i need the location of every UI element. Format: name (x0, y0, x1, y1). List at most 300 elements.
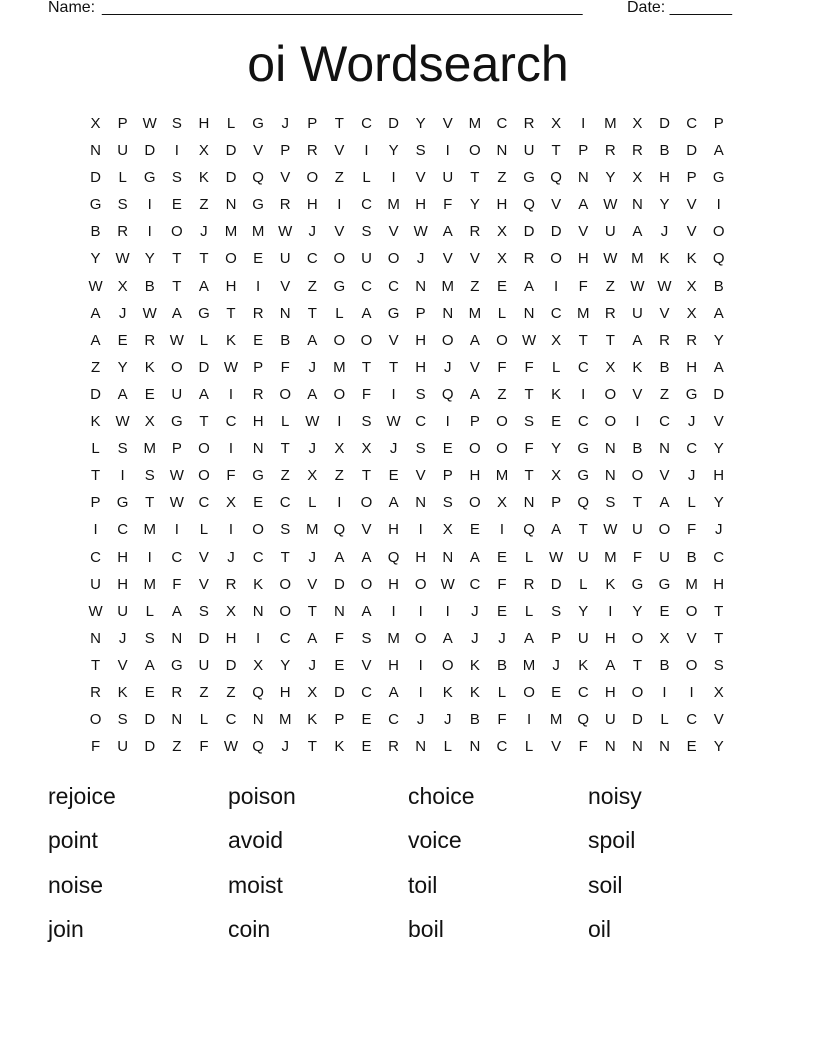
grid-letter[interactable]: I (418, 656, 423, 674)
grid-letter[interactable]: E (469, 521, 480, 539)
grid-letter[interactable]: F (280, 358, 290, 376)
grid-letter[interactable]: P (686, 169, 697, 187)
grid-letter[interactable]: T (714, 629, 724, 647)
grid-letter[interactable]: M (143, 440, 156, 458)
grid-letter[interactable]: P (117, 115, 128, 132)
grid-letter[interactable]: P (253, 358, 264, 376)
grid-letter[interactable]: E (496, 602, 507, 620)
grid-letter[interactable]: V (280, 277, 291, 295)
grid-letter[interactable]: T (90, 467, 101, 485)
grid-letter[interactable]: O (360, 575, 373, 593)
grid-letter[interactable]: O (279, 602, 292, 620)
grid-letter[interactable]: T (361, 358, 372, 376)
grid-letter[interactable]: L (199, 521, 209, 539)
grid-letter[interactable]: K (90, 413, 101, 431)
grid-letter[interactable]: O (685, 602, 698, 620)
grid-letter[interactable]: J (308, 656, 317, 674)
grid-letter[interactable]: M (224, 223, 238, 241)
grid-letter[interactable]: A (198, 277, 209, 295)
grid-letter[interactable]: Z (90, 358, 101, 376)
grid-letter[interactable]: S (524, 413, 535, 431)
grid-letter[interactable]: Q (387, 548, 400, 566)
grid-letter[interactable]: O (604, 385, 617, 403)
grid-letter[interactable]: N (496, 142, 508, 160)
grid-letter[interactable]: U (198, 656, 210, 674)
grid-letter[interactable]: V (307, 575, 318, 593)
grid-letter[interactable]: A (307, 331, 318, 349)
grid-letter[interactable]: O (441, 656, 454, 674)
grid-letter[interactable]: N (604, 440, 616, 458)
grid-letter[interactable]: F (90, 738, 101, 756)
grid-letter[interactable]: J (687, 467, 696, 485)
grid-letter[interactable]: C (686, 115, 698, 132)
grid-letter[interactable]: N (604, 467, 616, 485)
grid-letter[interactable]: I (256, 629, 261, 647)
grid-letter[interactable]: U (632, 304, 643, 322)
grid-letter[interactable]: T (280, 548, 290, 566)
grid-letter[interactable]: O (198, 440, 210, 458)
grid-letter[interactable]: I (662, 683, 667, 701)
grid-letter[interactable]: I (93, 521, 98, 539)
grid-letter[interactable]: V (551, 196, 562, 214)
grid-letter[interactable]: T (388, 358, 399, 376)
grid-letter[interactable]: C (198, 494, 210, 512)
grid-letter[interactable]: N (171, 629, 183, 647)
grid-letter[interactable]: Q (252, 169, 264, 187)
grid-letter[interactable]: A (659, 494, 670, 512)
grid-letter[interactable]: O (685, 656, 698, 674)
grid-letter[interactable]: N (279, 304, 291, 322)
grid-letter[interactable]: A (388, 683, 399, 701)
grid-letter[interactable]: N (252, 711, 264, 729)
grid-letter[interactable]: K (226, 331, 237, 349)
grid-letter[interactable]: F (334, 629, 344, 647)
grid-letter[interactable]: A (307, 385, 318, 403)
grid-letter[interactable]: P (551, 629, 562, 647)
grid-letter[interactable]: S (171, 169, 182, 187)
grid-letter[interactable]: N (252, 602, 264, 620)
grid-letter[interactable]: K (307, 711, 318, 729)
grid-letter[interactable]: A (90, 331, 101, 349)
grid-letter[interactable]: J (444, 711, 452, 729)
grid-letter[interactable]: T (524, 467, 534, 485)
grid-letter[interactable]: Z (172, 738, 182, 756)
grid-letter[interactable]: W (88, 277, 103, 295)
grid-letter[interactable]: J (308, 548, 317, 566)
grid-letter[interactable]: Q (712, 250, 725, 268)
grid-letter[interactable]: V (686, 196, 697, 214)
grid-letter[interactable]: E (334, 656, 345, 674)
grid-letter[interactable]: C (496, 115, 508, 132)
grid-letter[interactable]: A (578, 196, 589, 214)
grid-letter[interactable]: S (361, 223, 372, 241)
grid-letter[interactable]: M (604, 115, 617, 132)
grid-letter[interactable]: A (117, 385, 128, 403)
grid-letter[interactable]: M (333, 358, 346, 376)
grid-letter[interactable]: H (117, 575, 129, 593)
grid-letter[interactable]: H (604, 683, 616, 701)
grid-letter[interactable]: A (469, 385, 480, 403)
grid-letter[interactable]: L (199, 711, 209, 729)
grid-letter[interactable]: C (279, 494, 291, 512)
grid-letter[interactable]: E (551, 683, 562, 701)
grid-letter[interactable]: Y (144, 250, 155, 268)
grid-letter[interactable]: G (333, 277, 346, 295)
grid-letter[interactable]: A (144, 656, 155, 674)
grid-letter[interactable]: W (142, 304, 157, 322)
grid-letter[interactable]: G (170, 413, 183, 431)
grid-letter[interactable]: T (172, 277, 182, 295)
grid-letter[interactable]: P (90, 494, 101, 512)
grid-letter[interactable]: F (497, 711, 507, 729)
grid-letter[interactable]: A (307, 629, 318, 647)
grid-letter[interactable]: N (442, 548, 454, 566)
grid-letter[interactable]: X (713, 683, 724, 701)
grid-letter[interactable]: B (632, 440, 643, 458)
grid-letter[interactable]: X (144, 413, 155, 431)
grid-letter[interactable]: F (524, 358, 534, 376)
grid-letter[interactable]: C (550, 304, 562, 322)
grid-letter[interactable]: C (117, 521, 129, 539)
grid-letter[interactable]: R (604, 142, 616, 160)
grid-letter[interactable]: O (712, 223, 725, 241)
grid-letter[interactable]: L (145, 602, 154, 620)
grid-letter[interactable]: L (226, 115, 236, 132)
grid-letter[interactable]: K (605, 575, 616, 593)
grid-letter[interactable]: O (631, 683, 644, 701)
grid-letter[interactable]: E (253, 250, 264, 268)
grid-letter[interactable]: Z (497, 169, 507, 187)
grid-letter[interactable]: S (415, 440, 426, 458)
grid-letter[interactable]: V (361, 656, 372, 674)
grid-letter[interactable]: Y (117, 358, 128, 376)
grid-letter[interactable]: L (281, 413, 290, 431)
grid-letter[interactable]: M (387, 196, 400, 214)
grid-letter[interactable]: O (279, 385, 292, 403)
grid-letter[interactable]: I (418, 521, 423, 539)
grid-letter[interactable]: J (444, 358, 452, 376)
grid-letter[interactable]: M (576, 304, 590, 322)
grid-letter[interactable]: R (604, 304, 616, 322)
grid-letter[interactable]: K (632, 358, 643, 376)
grid-letter[interactable]: L (524, 602, 534, 620)
grid-letter[interactable]: V (442, 115, 453, 132)
grid-letter[interactable]: O (198, 467, 210, 485)
grid-letter[interactable]: A (632, 223, 643, 241)
grid-letter[interactable]: B (90, 223, 101, 241)
grid-letter[interactable]: G (658, 575, 671, 593)
grid-letter[interactable]: X (90, 115, 101, 132)
grid-letter[interactable]: I (391, 385, 396, 403)
grid-letter[interactable]: N (252, 440, 264, 458)
grid-letter[interactable]: S (280, 521, 291, 539)
grid-letter[interactable]: A (469, 548, 480, 566)
grid-letter[interactable]: Z (280, 467, 290, 485)
grid-letter[interactable]: E (117, 331, 128, 349)
grid-letter[interactable]: M (631, 250, 644, 268)
grid-letter[interactable]: J (687, 413, 696, 431)
grid-letter[interactable]: R (388, 738, 399, 756)
grid-letter[interactable]: Y (578, 602, 589, 620)
grid-letter[interactable]: O (496, 440, 508, 458)
grid-letter[interactable]: V (388, 331, 399, 349)
grid-letter[interactable]: G (252, 467, 264, 485)
grid-letter[interactable]: G (252, 196, 264, 214)
grid-letter[interactable]: W (169, 494, 184, 512)
grid-letter[interactable]: C (577, 413, 589, 431)
grid-letter[interactable]: I (689, 683, 694, 701)
grid-letter[interactable]: S (198, 602, 209, 620)
grid-letter[interactable]: W (223, 738, 239, 756)
grid-letter[interactable]: T (307, 602, 317, 620)
grid-letter[interactable]: X (605, 358, 616, 376)
grid-letter[interactable]: C (686, 440, 698, 458)
grid-letter[interactable]: F (497, 575, 507, 593)
grid-letter[interactable]: O (360, 494, 373, 512)
grid-letter[interactable]: V (469, 358, 480, 376)
grid-letter[interactable]: N (632, 738, 643, 756)
grid-letter[interactable]: R (117, 223, 129, 241)
grid-letter[interactable]: H (279, 683, 291, 701)
grid-letter[interactable]: I (147, 196, 152, 214)
grid-letter[interactable]: O (333, 385, 346, 403)
grid-letter[interactable]: C (225, 413, 237, 431)
grid-letter[interactable]: Y (605, 169, 616, 187)
grid-letter[interactable]: W (386, 413, 401, 431)
grid-letter[interactable]: T (307, 304, 317, 322)
grid-letter[interactable]: R (523, 115, 535, 132)
date-blank[interactable]: _______ (669, 0, 732, 16)
grid-letter[interactable]: X (551, 115, 562, 132)
grid-letter[interactable]: P (469, 413, 480, 431)
grid-letter[interactable]: W (630, 277, 645, 295)
grid-letter[interactable]: G (143, 169, 156, 187)
grid-letter[interactable]: V (334, 142, 345, 160)
grid-letter[interactable]: C (361, 683, 372, 701)
grid-letter[interactable]: F (578, 277, 588, 295)
grid-letter[interactable]: D (90, 169, 101, 187)
grid-letter[interactable]: J (416, 250, 425, 268)
grid-letter[interactable]: T (361, 467, 372, 485)
grid-letter[interactable]: C (577, 683, 589, 701)
grid-letter[interactable]: U (279, 250, 291, 268)
grid-letter[interactable]: U (632, 521, 643, 539)
grid-letter[interactable]: K (578, 656, 589, 674)
grid-letter[interactable]: X (361, 440, 372, 458)
grid-letter[interactable]: G (89, 196, 102, 214)
grid-letter[interactable]: H (604, 629, 616, 647)
grid-letter[interactable]: L (91, 440, 100, 458)
grid-letter[interactable]: K (198, 169, 209, 187)
grid-letter[interactable]: G (252, 115, 264, 132)
grid-letter[interactable]: M (522, 656, 536, 674)
grid-letter[interactable]: N (90, 142, 101, 160)
grid-letter[interactable]: V (686, 223, 697, 241)
grid-letter[interactable]: N (632, 196, 643, 214)
grid-letter[interactable]: V (388, 223, 399, 241)
grid-letter[interactable]: V (361, 521, 372, 539)
grid-letter[interactable]: D (225, 142, 237, 160)
grid-letter[interactable]: C (361, 277, 372, 295)
grid-letter[interactable]: D (144, 711, 156, 729)
grid-letter[interactable]: I (581, 115, 586, 132)
grid-letter[interactable]: B (280, 331, 291, 349)
grid-letter[interactable]: I (499, 521, 505, 539)
grid-letter[interactable]: R (90, 683, 101, 701)
grid-letter[interactable]: G (685, 385, 698, 403)
grid-letter[interactable]: Q (550, 169, 562, 187)
grid-letter[interactable]: N (333, 602, 345, 620)
grid-letter[interactable]: Y (713, 440, 724, 458)
grid-letter[interactable]: O (604, 413, 617, 431)
grid-letter[interactable]: U (604, 711, 616, 729)
grid-letter[interactable]: W (603, 521, 618, 539)
grid-letter[interactable]: P (171, 440, 182, 458)
grid-letter[interactable]: I (147, 548, 152, 566)
grid-letter[interactable]: U (117, 738, 129, 756)
grid-letter[interactable]: N (415, 494, 427, 512)
grid-letter[interactable]: H (225, 277, 237, 295)
grid-letter[interactable]: M (306, 521, 319, 539)
grid-letter[interactable]: E (253, 494, 264, 512)
grid-letter[interactable]: I (228, 440, 234, 458)
grid-letter[interactable]: A (713, 304, 724, 322)
grid-letter[interactable]: D (225, 656, 237, 674)
grid-letter[interactable]: R (523, 575, 535, 593)
grid-letter[interactable]: M (143, 575, 156, 593)
grid-letter[interactable]: W (603, 250, 618, 268)
grid-letter[interactable]: S (171, 115, 182, 132)
grid-letter[interactable]: V (334, 223, 345, 241)
grid-letter[interactable]: H (713, 575, 725, 593)
grid-letter[interactable]: G (577, 467, 590, 485)
grid-letter[interactable]: L (199, 331, 209, 349)
grid-letter[interactable]: N (225, 196, 237, 214)
grid-letter[interactable]: K (659, 250, 670, 268)
grid-letter[interactable]: C (577, 358, 589, 376)
grid-letter[interactable]: G (170, 656, 183, 674)
grid-letter[interactable]: J (308, 223, 317, 241)
grid-letter[interactable]: K (686, 250, 697, 268)
grid-letter[interactable]: J (200, 223, 208, 241)
grid-letter[interactable]: H (388, 656, 399, 674)
grid-letter[interactable]: Q (252, 738, 264, 756)
grid-letter[interactable]: J (118, 629, 127, 647)
grid-letter[interactable]: Z (470, 277, 480, 295)
grid-letter[interactable]: S (117, 711, 128, 729)
grid-letter[interactable]: N (577, 169, 589, 187)
grid-letter[interactable]: K (253, 575, 264, 593)
grid-letter[interactable]: I (337, 413, 342, 431)
grid-letter[interactable]: S (144, 629, 155, 647)
grid-letter[interactable]: I (337, 196, 342, 214)
grid-letter[interactable]: M (468, 115, 482, 132)
grid-letter[interactable]: W (413, 223, 428, 241)
grid-letter[interactable]: D (686, 142, 698, 160)
grid-letter[interactable]: D (144, 738, 156, 756)
grid-letter[interactable]: Y (90, 250, 101, 268)
grid-letter[interactable]: W (521, 331, 537, 349)
grid-letter[interactable]: J (416, 711, 425, 729)
grid-letter[interactable]: U (361, 250, 372, 268)
grid-letter[interactable]: Z (497, 385, 507, 403)
grid-letter[interactable]: X (686, 304, 697, 322)
grid-letter[interactable]: A (90, 304, 101, 322)
grid-letter[interactable]: J (660, 223, 669, 241)
grid-letter[interactable]: W (115, 413, 130, 431)
grid-letter[interactable]: F (632, 548, 642, 566)
grid-letter[interactable]: A (388, 494, 399, 512)
grid-letter[interactable]: O (469, 142, 481, 160)
grid-letter[interactable]: V (198, 548, 209, 566)
grid-letter[interactable]: N (523, 304, 535, 322)
grid-letter[interactable]: V (198, 575, 209, 593)
grid-letter[interactable]: L (362, 169, 371, 187)
grid-letter[interactable]: C (225, 711, 237, 729)
grid-letter[interactable]: U (442, 169, 454, 187)
grid-letter[interactable]: O (333, 331, 346, 349)
grid-letter[interactable]: G (577, 440, 590, 458)
grid-letter[interactable]: N (415, 277, 427, 295)
grid-letter[interactable]: N (90, 629, 101, 647)
grid-letter[interactable]: A (442, 223, 453, 241)
grid-letter[interactable]: N (659, 738, 670, 756)
grid-letter[interactable]: Y (469, 196, 480, 214)
grid-letter[interactable]: S (442, 494, 453, 512)
grid-letter[interactable]: O (469, 494, 481, 512)
grid-letter[interactable]: Z (226, 683, 236, 701)
grid-letter[interactable]: W (549, 548, 564, 566)
grid-letter[interactable]: B (496, 656, 507, 674)
grid-letter[interactable]: T (632, 656, 642, 674)
grid-letter[interactable]: B (469, 711, 480, 729)
grid-letter[interactable]: T (145, 494, 155, 512)
grid-letter[interactable]: Y (415, 115, 426, 132)
grid-letter[interactable]: A (632, 331, 643, 349)
grid-letter[interactable]: G (631, 575, 644, 593)
grid-letter[interactable]: K (469, 656, 480, 674)
grid-letter[interactable]: U (604, 223, 616, 241)
grid-letter[interactable]: H (469, 467, 481, 485)
grid-letter[interactable]: J (714, 521, 723, 539)
grid-letter[interactable]: Q (577, 711, 590, 729)
grid-letter[interactable]: G (198, 304, 210, 322)
grid-letter[interactable]: I (445, 602, 450, 620)
grid-letter[interactable]: V (280, 169, 291, 187)
grid-letter[interactable]: I (228, 385, 234, 403)
grid-letter[interactable]: T (90, 656, 101, 674)
grid-letter[interactable]: E (361, 711, 372, 729)
grid-letter[interactable]: C (361, 115, 372, 132)
grid-letter[interactable]: U (577, 548, 589, 566)
grid-letter[interactable]: H (306, 196, 318, 214)
grid-letter[interactable]: M (251, 223, 265, 241)
grid-letter[interactable]: M (495, 467, 509, 485)
grid-letter[interactable]: X (253, 656, 264, 674)
grid-letter[interactable]: H (496, 196, 508, 214)
grid-letter[interactable]: D (333, 683, 345, 701)
grid-letter[interactable]: X (226, 602, 237, 620)
grid-letter[interactable]: Z (199, 683, 209, 701)
grid-letter[interactable]: D (550, 223, 562, 241)
grid-letter[interactable]: I (418, 602, 423, 620)
grid-letter[interactable]: I (174, 521, 179, 539)
grid-letter[interactable]: O (496, 413, 508, 431)
grid-letter[interactable]: O (441, 331, 454, 349)
grid-letter[interactable]: R (252, 304, 264, 322)
grid-letter[interactable]: A (469, 331, 480, 349)
grid-letter[interactable]: T (199, 250, 209, 268)
